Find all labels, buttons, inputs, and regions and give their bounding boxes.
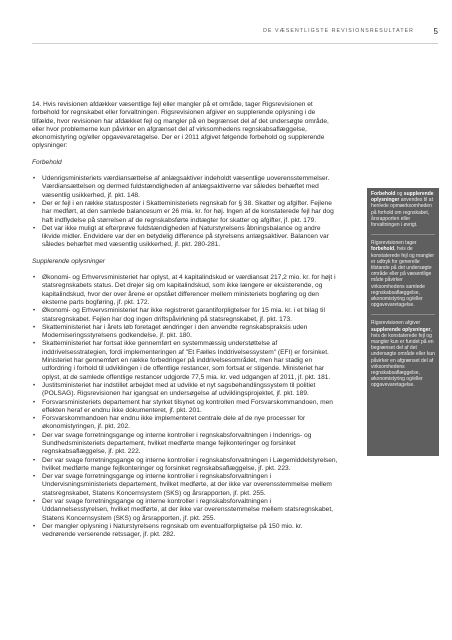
list-item: • Justitsministeriet har indstillet arbejdet med at udvikle et nyt sagsbehandlingssystem til politiet (POLSAG). Rigsrevisionen har igangsat en undersøgelse af udviklingsprojektet, jf. pkt. 189.	[32, 382, 338, 399]
intro-paragraph: 14. Hvis revisionen afdækker væsentlige fejl eller mangler på et område, tager Rigsrevisionen et forbehold for regnskabet eller forvaltningen. Rigsrevisionen afgiver en supplerende oplysning i de tilfælde, hvor revisionen har afdækket fejl og mangler på en begrænset del af det undersøgte område, eller hvor problemerne kun påvirker en afgrænset del af virksomhedens regnskabsaflæggelse, økonomistyring og/eller opgavevaretagelse. Der er i 2011 afgivet følgende forbehold og supplerende oplysninger:	[32, 101, 329, 150]
sidebar-divider	[371, 234, 435, 235]
header-divider	[32, 43, 438, 44]
sidebar-paragraph	[371, 320, 435, 388]
sidebar-text: Rigsrevisionen tager	[371, 240, 417, 247]
supplerende-heading: Supplerende oplysninger	[32, 257, 105, 265]
list-item: • Der var svage forretningsgange og interne kontroller i regnskabsforvaltningen i Lægemiddelstyrelsen, hvilket medførte mange fejlkonteringer og forsinket regnskabsaflæggelse, jf. pkt. 223.	[32, 457, 338, 474]
sidebar-text: , hvis de konstaterede fejl og mangler kun er fundet på en begrænset del af det undersøgte område eller kun påvirker en afgrænset del af virksomhedens regnskabsaflæggelse, økonomistyring og/eller opgavevaretagelse.	[371, 326, 435, 389]
sidebar-divider	[371, 314, 435, 315]
supplerende-list	[32, 274, 338, 540]
page-header	[0, 27, 452, 41]
list-item: • Skatteministeriet har i årets løb foretaget ændringer i den anvendte regnskabspraksis uden Moderniseringsstyrelsens godkendelse, jf. pkt. 180.	[32, 324, 338, 341]
sidebar-text: anvendes til at henlede opmærksomheden på forhold om regnskabet, årsrapporten eller forvaltningen i øvrigt.	[371, 197, 433, 229]
running-header-title: DE VÆSENTLIGSTE REVISIONSRESULTATER	[263, 28, 414, 34]
list-item: • Der mangler oplysning i Naturstyrelsens regnskab om eventualforpligtelse på 150 mio. kr. vedrørende verserende retssager, jf. pkt. 282.	[32, 523, 338, 540]
list-item: • Der er fejl i en række statusposter i Skatteministeriets regnskab for § 38. Skatter og afgifter. Fejlene har medført, at den samlede balancesum er 26 mia. kr. for høj. Ingen af de konstaterede fejl har dog haft indflydelse på størrelsen af de regnskabsførte indtægter for skatter og afgifter, jf. pkt. 179.	[32, 200, 338, 225]
list-item: • Forsvarsministeriets departement har styrket tilsynet og kontrollen med Forsvarskommandoen, men effekten heraf er endnu ikke dokumenteret, jf. pkt. 201.	[32, 399, 338, 416]
list-item: • Forsvarskommandoen har endnu ikke implementeret centrale dele af de nye processer for økonomistyringen, jf. pkt. 202.	[32, 415, 338, 432]
forbehold-list	[32, 175, 338, 250]
list-item: • Der var svage forretningsgange og interne kontroller i regnskabsforvaltningen i Undervisningsministeriets departement, hvilket medførte, at der ikke var overensstemmelse mellem statsregnskabet, Statens Koncernsystem (SKS) og årsrapporten, jf. pkt. 255.	[32, 473, 338, 498]
sidebar-text: , hvis de konstaterede fejl og mangler er udtryk for generelle tilstande på det undersøgte område eller på væsentlige måde påvirker virksomhedens samlede regnskabsaflæggelse, økonomistyring og/eller opgavevaretagelse.	[371, 246, 435, 309]
sidebar-text: Rigsrevisionen afgiver	[371, 320, 421, 327]
sidebar-term: supplerende oplysninger	[371, 326, 431, 333]
list-item: • Det var ikke muligt at efterprøve fuldstændigheden af Naturstyrelsens åbningsbalance og andre likvide midler. Endvidere var der en betydelig difference på styrelsens anlægsaktiver. Balancen var således behæftet med væsentlig usikkerhed, jf. pkt. 280-281.	[32, 225, 338, 250]
sidebar-text: og	[395, 191, 404, 197]
forbehold-heading: Forbehold	[32, 158, 62, 166]
sidebar-term: supplerende oplysninger	[371, 191, 434, 204]
list-item: • Der var svage forretningsgange og interne kontroller i regnskabsforvaltningen i Uddannelsesstyrelsen, hvilket medførte, at der ikke var overensstemmelse mellem statsregnskabet, Statens Koncernsystem (SKS) og årsrapporten, jf. pkt. 255.	[32, 498, 338, 523]
sidebar-term: forbehold	[371, 246, 395, 253]
page-number: 5	[433, 27, 438, 36]
list-item: • Der var svage forretningsgange og interne kontroller i regnskabsforvaltningen i Indenrigs- og Sundhedsministeriets departement, hvilket medførte mange fejlkonteringer og forsinket regnskabsaflæggelse, jf. pkt. 222.	[32, 432, 338, 457]
sidebar-term: Forbehold	[371, 191, 396, 197]
list-item: • Økonomi- og Erhvervsministeriet har oplyst, at 4 kapitalindskud er værdiansat 217,2 mio. kr. for højt i statsregnskabets status. Det drejer sig om kapitalindskud, som ikke længere er eksisterende, og kapitalindskud, hvor der over årene er opstået differencer mellem ministeriets bogføring og den eksterne parts bogføring, jf. pkt. 172.	[32, 274, 338, 307]
sidebar-paragraph	[371, 240, 435, 308]
margin-note-box	[367, 188, 439, 456]
main-text-column	[32, 101, 338, 548]
sidebar-paragraph	[371, 191, 435, 228]
list-item: • Økonomi- og Erhvervsministeriet har ikke registreret garantiforpligtelser for 15 mia. kr. i et bilag til statsregnskabet. Fejlen har dog ingen driftspåvirkning på statsregnskabet, jf. pkt. 173.	[32, 307, 338, 324]
list-item: • Udenrigsministeriets værdiansættelse af anlægsaktiver indeholdt væsentlige uoverensstemmelser. Værdiansættelsen og dermed fuldstændigheden af anlægsaktiverne var således behæftet med væsentlig usikkerhed, jf. pkt. 148.	[32, 175, 338, 200]
list-item: • Skatteministeriet har fortsat ikke gennemført en systemmæssig understøttelse af inddrivelsesstrategien, fordi implementeringen af "Et Fælles Inddrivelsessystem" (EFI) er forsinket. Ministeriet har gennemført en række forbedringer på inddrivelsesområdet, men har stadig en udfordring i forhold til udviklingen i de offentlige restancer, som fortsat er stigende. Ministeriet har oplyst, at de samlede offentlige restancer udgjorde 77,5 mia. kr. ved udgangen af 2011, jf. pkt. 181.	[32, 340, 338, 381]
